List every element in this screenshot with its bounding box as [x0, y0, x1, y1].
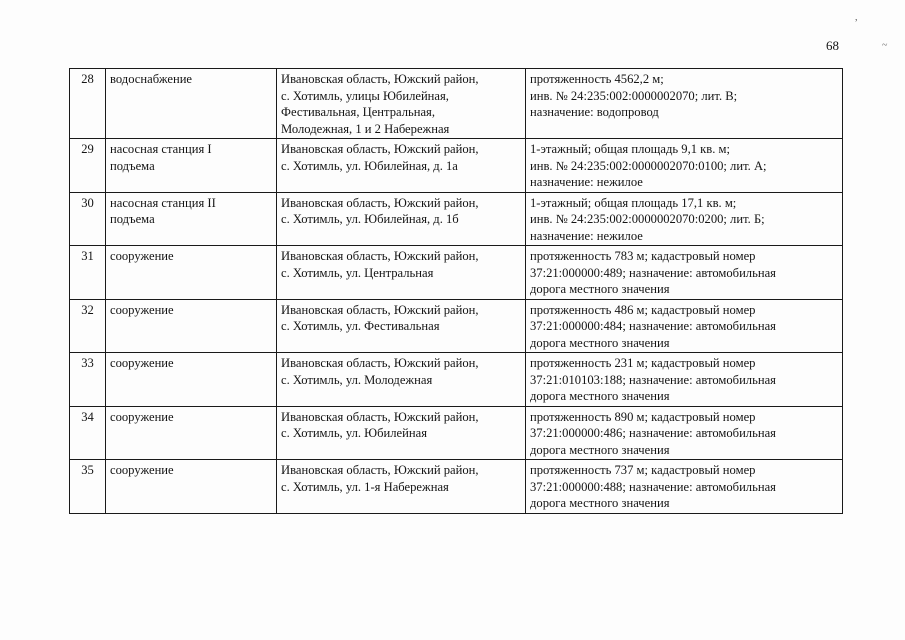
object-address: Ивановская область, Южский район, с. Хотимль, ул. Юбилейная, д. 1б — [277, 192, 526, 246]
page-number: 68 — [826, 38, 839, 53]
object-description: 1-этажный; общая площадь 9,1 кв. м; инв. № 24:235:002:0000002070:0100; лит. А; назначение: нежилое — [526, 139, 843, 193]
row-number: 33 — [70, 353, 106, 407]
object-description: протяженность 890 м; кадастровый номер 37:21:000000:486; назначение: автомобильная дорога местного значения — [526, 406, 843, 460]
row-number: 29 — [70, 139, 106, 193]
row-number: 31 — [70, 246, 106, 300]
row-number: 35 — [70, 460, 106, 514]
object-address: Ивановская область, Южский район, с. Хотимль, улицы Юбилейная, Фестивальная, Центральная, Молодежная, 1 и 2 Набережная — [277, 69, 526, 139]
margin-mark: , — [855, 12, 858, 23]
table-row — [70, 353, 843, 407]
object-address: Ивановская область, Южский район, с. Хотимль, ул. Центральная — [277, 246, 526, 300]
object-address: Ивановская область, Южский район, с. Хотимль, ул. Фестивальная — [277, 299, 526, 353]
row-number: 30 — [70, 192, 106, 246]
object-address: Ивановская область, Южский район, с. Хотимль, ул. 1-я Набережная — [277, 460, 526, 514]
object-description: 1-этажный; общая площадь 17,1 кв. м; инв. № 24:235:002:0000002070:0200; лит. Б; назначение: нежилое — [526, 192, 843, 246]
margin-mark: ~ — [882, 40, 888, 51]
object-description: протяженность 4562,2 м; инв. № 24:235:002:0000002070; лит. В; назначение: водопровод — [526, 69, 843, 139]
table-row — [70, 192, 843, 246]
property-registry-table — [69, 68, 843, 514]
row-number: 34 — [70, 406, 106, 460]
object-description: протяженность 486 м; кадастровый номер 37:21:000000:484; назначение: автомобильная дорога местного значения — [526, 299, 843, 353]
object-name: сооружение — [106, 246, 277, 300]
object-name: сооружение — [106, 460, 277, 514]
object-name: водоснабжение — [106, 69, 277, 139]
object-name: сооружение — [106, 406, 277, 460]
table-row — [70, 69, 843, 139]
object-description: протяженность 783 м; кадастровый номер 37:21:000000:489; назначение: автомобильная дорога местного значения — [526, 246, 843, 300]
object-name: сооружение — [106, 299, 277, 353]
object-address: Ивановская область, Южский район, с. Хотимль, ул. Юбилейная, д. 1а — [277, 139, 526, 193]
table-row — [70, 139, 843, 193]
object-address: Ивановская область, Южский район, с. Хотимль, ул. Молодежная — [277, 353, 526, 407]
object-name: насосная станция I подъема — [106, 139, 277, 193]
row-number: 28 — [70, 69, 106, 139]
object-description: протяженность 231 м; кадастровый номер 37:21:010103:188; назначение: автомобильная дорога местного значения — [526, 353, 843, 407]
table-row — [70, 246, 843, 300]
table-body — [70, 69, 843, 514]
object-name: насосная станция II подъема — [106, 192, 277, 246]
object-address: Ивановская область, Южский район, с. Хотимль, ул. Юбилейная — [277, 406, 526, 460]
row-number: 32 — [70, 299, 106, 353]
object-description: протяженность 737 м; кадастровый номер 37:21:000000:488; назначение: автомобильная дорога местного значения — [526, 460, 843, 514]
table-row — [70, 299, 843, 353]
table-row — [70, 406, 843, 460]
object-name: сооружение — [106, 353, 277, 407]
table-row — [70, 460, 843, 514]
